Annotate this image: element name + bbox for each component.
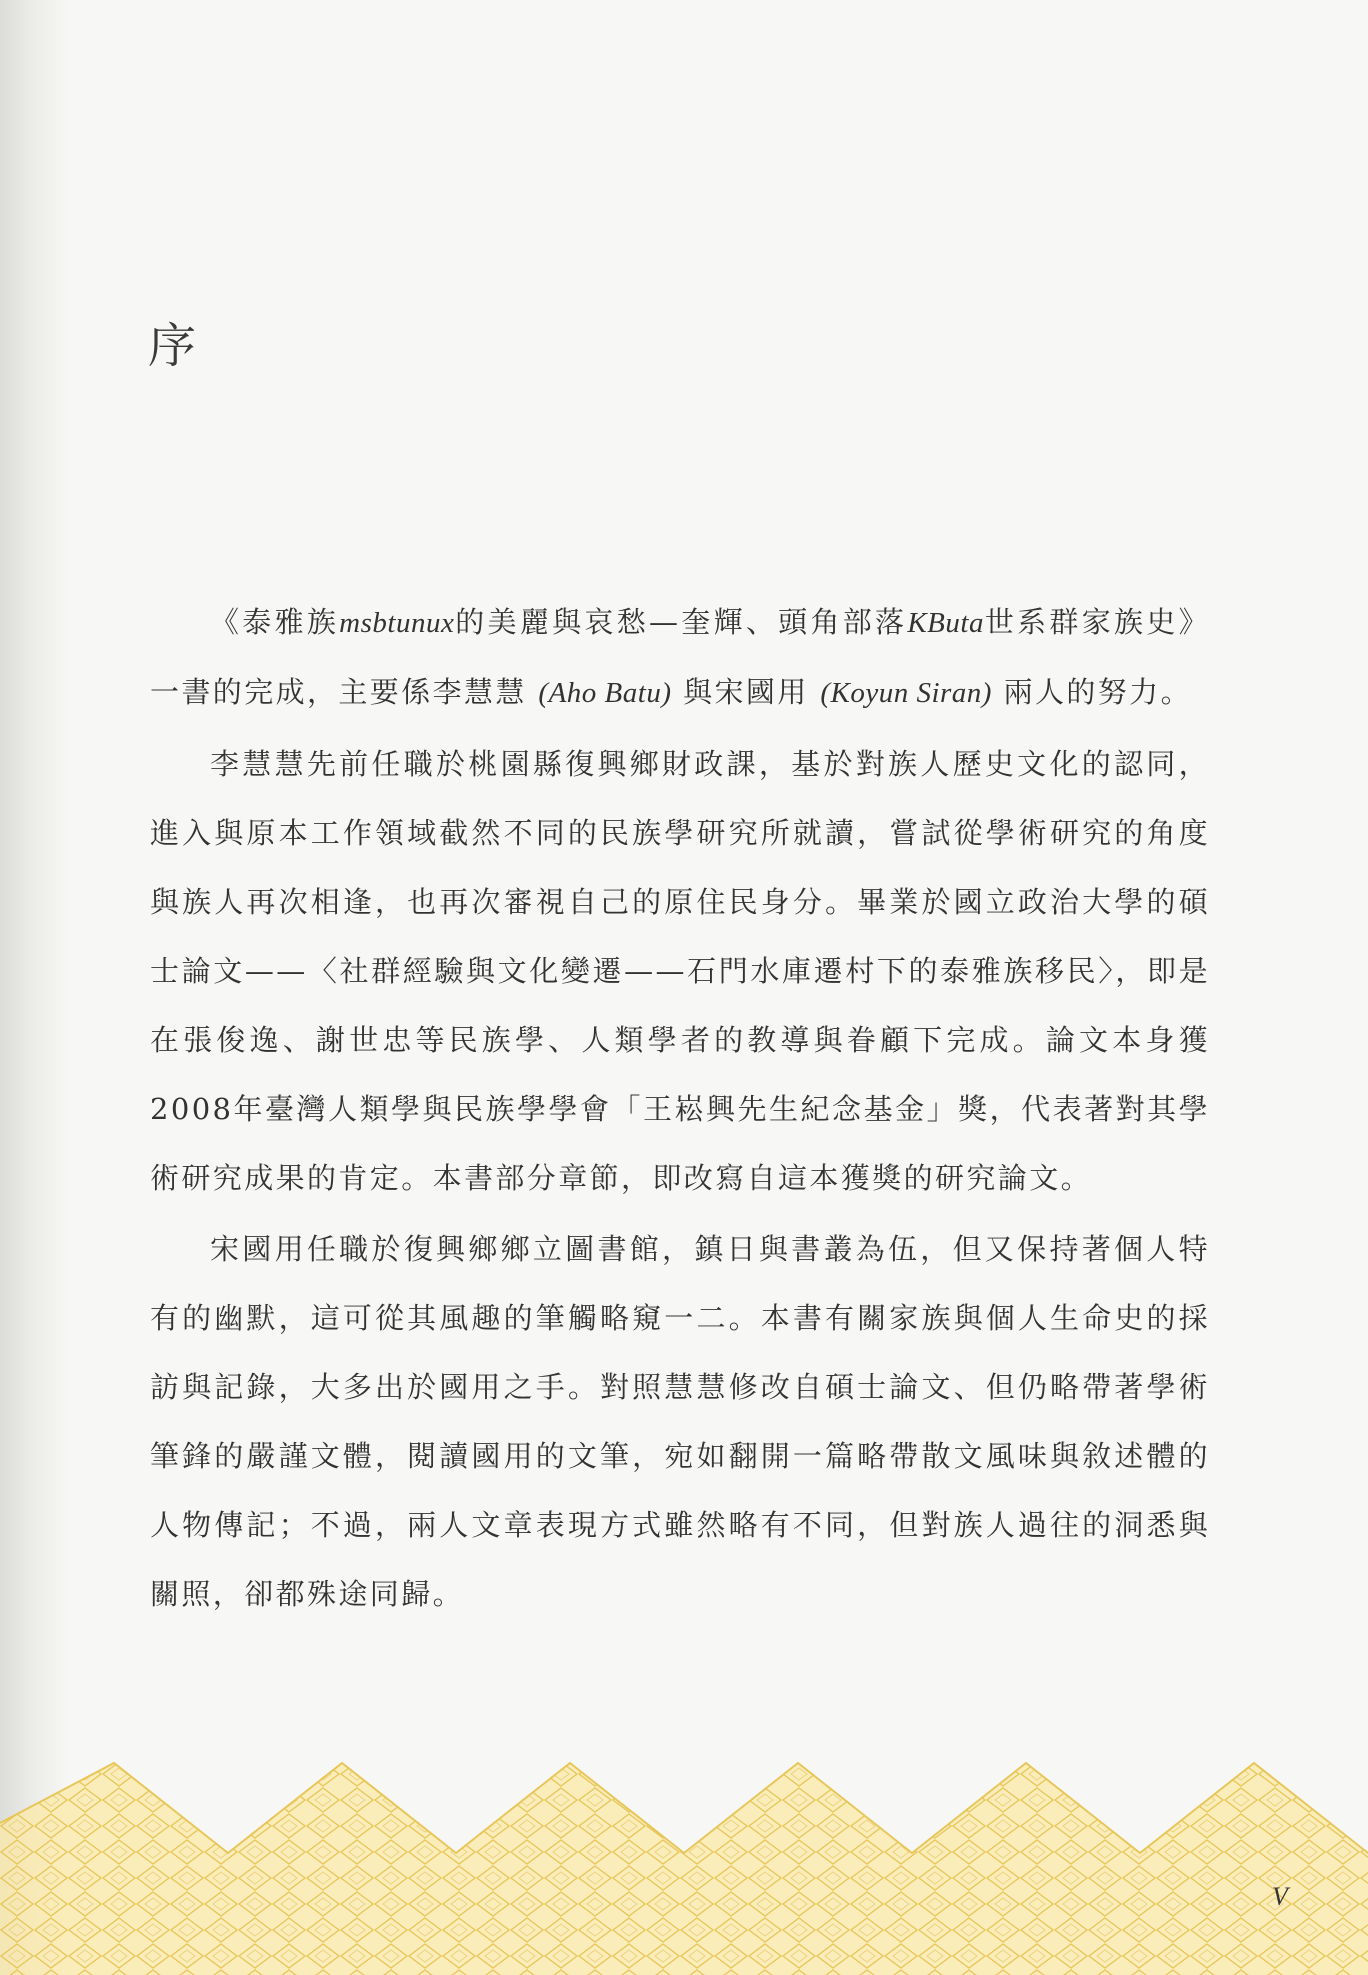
italic-term: msbtunux: [339, 607, 455, 639]
page-number: V: [1272, 1882, 1288, 1911]
text-run: 的美麗與哀愁—奎輝、頭角部落: [454, 605, 908, 639]
italic-term: (Aho Batu): [538, 677, 672, 709]
text-run: 《泰雅族: [210, 605, 340, 639]
zigzag-border-pattern: [0, 1735, 1368, 1975]
paragraph-3: [150, 1215, 1210, 1629]
zigzag-diamond-pattern: [0, 1763, 1368, 1975]
text-run: 宋國用任職於復興鄉鄉立圖書館，鎮日與書叢為伍，但又保持著個人特有的幽默，這可從其風趣的筆觸略窺一二。本書有關家族與個人生命史的採訪與記錄，大多出於國用之手。對照慧慧修改自碩士論文、但仍略帶著學術筆鋒的嚴謹文體，閱讀國用的文筆，宛如翻開一篇略帶散文風味與敘述體的人物傳記；不過，兩人文章表現方式雖然略有不同，但對族人過往的洞悉與關照，卻都殊途同歸。: [150, 1232, 1210, 1611]
paragraph-2: [150, 730, 1210, 1213]
spine-shadow: [0, 0, 70, 1975]
text-run: 世系群家族史》一書的完成，主要係李慧慧: [150, 605, 1210, 709]
text-run: 與宋國用: [671, 675, 821, 709]
paragraph-1: [150, 588, 1210, 728]
page-title: 序: [148, 318, 197, 374]
body-text: [150, 588, 1210, 1631]
text-run: 李慧慧先前任職於桃園縣復興鄉財政課，基於對族人歷史文化的認同，進入與原本工作領域截然不同的民族學研究所就讀，嘗試從學術研究的角度與族人再次相逢，也再次審視自己的原住民身分。畢業於國立政治大學的碩士論文——〈社群經驗與文化變遷——石門水庫遷村下的泰雅族移民〉，即是在張俊逸、謝世忠等民族學、人類學者的教導與眷顧下完成。論文本身獲2008年臺灣人類學與民族學學會「王崧興先生紀念基金」獎，代表著對其學術研究成果的肯定。本書部分章節，即改寫自這本獲獎的研究論文。: [150, 747, 1210, 1195]
text-run: 兩人的努力。: [991, 675, 1192, 709]
italic-term: (Koyun Siran): [820, 677, 992, 709]
italic-term: KButa: [907, 607, 984, 639]
